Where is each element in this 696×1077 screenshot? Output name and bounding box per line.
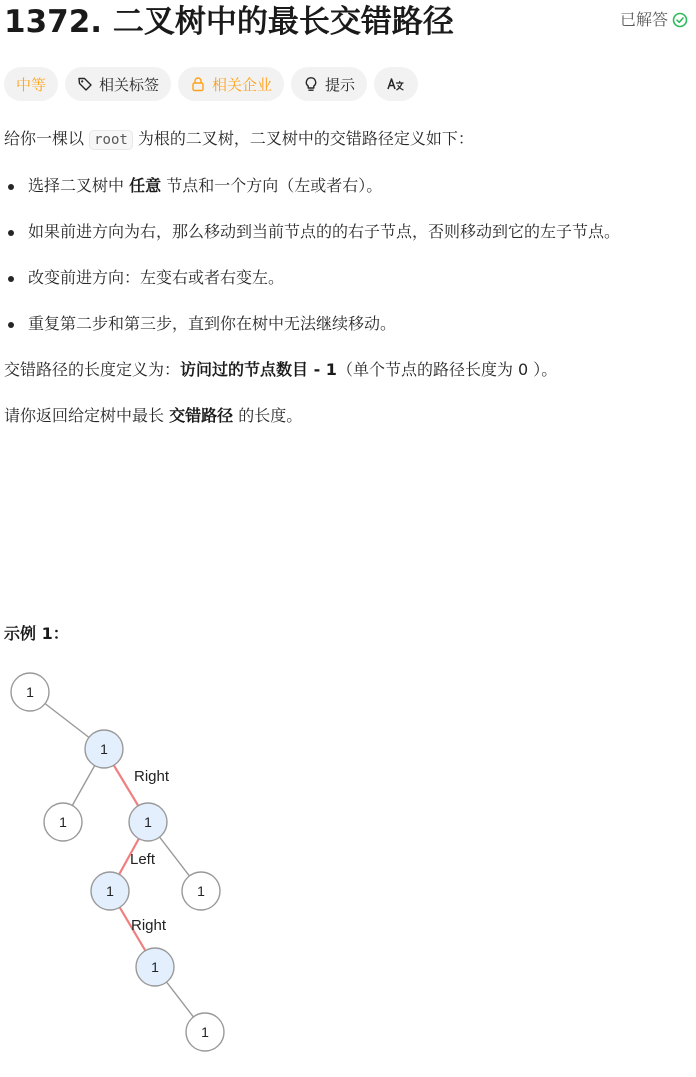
list-item: 重复第二步和第三步，直到你在树中无法继续移动。 [4,311,684,337]
tree-node [136,948,174,986]
tree-node [182,872,220,910]
solved-status [620,8,688,32]
example-tree-diagram [0,660,260,1060]
translate-icon [386,76,406,92]
list-item: 如果前进方向为右，那么移动到当前节点的的右子节点，否则移动到它的左子节点。 [4,219,684,245]
edge-label: Left [130,851,156,868]
list-item: 选择二叉树中 任意 节点和一个方向（左或者右）。 [4,173,684,199]
check-circle-icon [672,12,688,28]
svg-text:1: 1 [100,741,108,757]
lock-icon [190,76,206,92]
tree-node [85,730,123,768]
hint-button[interactable] [291,67,367,101]
companies-tag-button[interactable] [178,67,284,101]
tag-bar [4,67,418,101]
topics-tag-button[interactable] [65,67,171,101]
lightbulb-icon [303,76,319,92]
topics-tag-label: 相关标签 [99,75,160,94]
svg-text:1: 1 [26,684,34,700]
tag-icon [77,76,93,92]
inline-code: root [89,130,133,150]
tree-node [91,872,129,910]
companies-tag-label: 相关企业 [212,75,273,94]
tree-node [129,803,167,841]
translate-button[interactable] [374,67,418,101]
svg-text:1: 1 [151,959,159,975]
solved-label: 已解答 [619,10,668,29]
svg-text:1: 1 [59,814,67,830]
svg-text:1: 1 [197,883,205,899]
length-definition: 交错路径的长度定义为：访问过的节点数目 - 1（单个节点的路径长度为 0 ）。 [4,360,558,379]
tree-node [44,803,82,841]
difficulty-badge: 中等 [4,67,58,101]
problem-description [4,126,684,429]
edge-label: Right [134,768,170,785]
edge-label: Right [131,917,167,934]
list-item: 改变前进方向：左变右或者右变左。 [4,265,684,291]
svg-text:1: 1 [106,883,114,899]
rules-list [4,173,684,337]
svg-text:1: 1 [144,814,152,830]
svg-text:1: 1 [201,1024,209,1040]
tree-node [186,1013,224,1051]
hint-label: 提示 [325,75,356,94]
tree-node [11,673,49,711]
problem-header [4,0,692,48]
task-paragraph: 请你返回给定树中最长 交错路径 的长度。 [4,406,303,425]
intro-paragraph: 给你一棵以 root 为根的二叉树，二叉树中的交错路径定义如下： [4,129,474,148]
problem-title: 1372. 二叉树中的最长交错路径 [4,4,454,40]
example-heading: 示例 1： [4,624,69,643]
